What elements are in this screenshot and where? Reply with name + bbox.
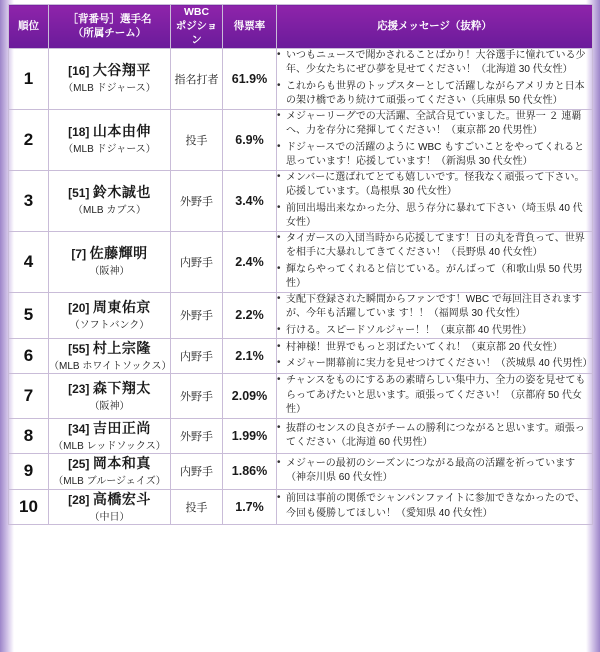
cell-rank: 1: [9, 48, 49, 109]
cell-rate: 2.2%: [223, 292, 277, 339]
player-heading: [49, 490, 170, 509]
cell-rate: 6.9%: [223, 109, 277, 170]
cell-position: 外野手: [171, 418, 223, 453]
message-item: • メジャー開幕前に実力を見せつけてください！（茨城県 40 代男性）: [277, 357, 592, 372]
table-row: [9, 48, 593, 109]
cell-position: 外野手: [171, 170, 223, 231]
player-name: 村上宗隆: [92, 340, 151, 357]
player-name: 周東佑京: [92, 299, 151, 316]
cell-messages: [277, 489, 593, 524]
header-position-line2: ポジション: [175, 20, 218, 47]
cell-player: [49, 454, 171, 489]
message-item: • 抜群のセンスの良さがチームの勝利につながると思います。頑張ってください（北海道 60 代男性）: [277, 422, 592, 451]
player-number: [20]: [68, 301, 90, 316]
message-item: • 輝ならやってくれると信じている。がんばって（和歌山県 50 代男性）: [277, 263, 592, 292]
cell-rate: 2.4%: [223, 231, 277, 292]
player-team: （MLB レッドソックス）: [53, 440, 166, 452]
message-item: • 支配下登録された瞬間からファンです！WBC で毎回注目されますが、今年も活躍していま す！！（福岡県 30 代女性）: [277, 293, 592, 322]
player-name: 大谷翔平: [92, 62, 151, 79]
player-heading: [49, 419, 170, 438]
cell-position: 外野手: [171, 292, 223, 339]
table-body: [9, 48, 593, 525]
cell-messages: [277, 109, 593, 170]
cell-player: [49, 231, 171, 292]
cell-rate: 2.1%: [223, 339, 277, 374]
player-heading: [49, 183, 170, 202]
cell-rank: 10: [9, 489, 49, 524]
player-name: 吉田正尚: [92, 419, 151, 436]
cell-messages: [277, 374, 593, 419]
cell-position: 内野手: [171, 339, 223, 374]
header-position-line1: WBC: [183, 6, 210, 18]
table-row: [9, 109, 593, 170]
cell-position: 投手: [171, 489, 223, 524]
cell-position: 指名打者: [171, 48, 223, 109]
player-name: 高橋宏斗: [92, 490, 151, 507]
cell-position: 内野手: [171, 231, 223, 292]
player-number: [28]: [68, 492, 90, 507]
message-item: • 行ける。スピードソルジャー！！（東京都 40 代男性）: [277, 324, 592, 339]
header-vote-rate: 得票率: [223, 5, 277, 49]
cell-player: [49, 489, 171, 524]
player-number: [55]: [68, 342, 90, 357]
message-item: • 前回は事前の関係でシャンパンファイトに参加できなかったので、今回も優勝してほしい！（愛知県 40 代女性）: [277, 492, 592, 521]
cell-messages: [277, 231, 593, 292]
cell-messages: [277, 454, 593, 489]
cell-messages: [277, 339, 593, 374]
player-name: 山本由伸: [92, 123, 151, 140]
cell-player: [49, 418, 171, 453]
player-team: （MLB カブス）: [73, 205, 146, 217]
player-number: [18]: [68, 125, 90, 140]
header-row: [9, 5, 593, 49]
message-item: • いつもニュースで聞かされることばかり！大谷選手に憧れている少年、少女たちにぜひ夢を見せてください！（北海道 30 代女性）: [277, 49, 592, 78]
table-row: [9, 454, 593, 489]
message-item: • メジャーリーグでの大活躍、全試合見ていました。世界一 ２ 連覇へ、力を存分に発揮してください！（東京都 20 代男性）: [277, 110, 592, 139]
ranking-table: [8, 4, 593, 525]
cell-rate: 61.9%: [223, 48, 277, 109]
cell-messages: [277, 48, 593, 109]
message-list: [277, 422, 592, 451]
player-heading: [49, 339, 170, 358]
cell-position: 投手: [171, 109, 223, 170]
player-name: 佐藤輝明: [89, 245, 148, 262]
cell-position: 内野手: [171, 454, 223, 489]
message-list: [277, 171, 592, 231]
message-list: [277, 110, 592, 170]
header-player-name: [49, 5, 171, 49]
cell-player: [49, 170, 171, 231]
cell-rank: 2: [9, 109, 49, 170]
player-team: （阪神）: [89, 266, 130, 278]
cell-rank: 4: [9, 231, 49, 292]
table-row: [9, 418, 593, 453]
header-rank: 順位: [9, 5, 49, 49]
cell-rank: 6: [9, 339, 49, 374]
table-row: [9, 339, 593, 374]
player-name: 鈴木誠也: [92, 184, 151, 201]
header-messages: 応援メッセージ（抜粋）: [277, 5, 593, 49]
cell-rate: 1.99%: [223, 418, 277, 453]
message-item: • メジャーの最初のシーズンにつながる最高の活躍を祈っています（神奈川県 60 代女性）: [277, 457, 592, 486]
table-row: [9, 374, 593, 419]
player-heading: [49, 298, 170, 317]
player-heading: [49, 244, 170, 263]
player-heading: [49, 379, 170, 398]
player-team: （阪神）: [89, 400, 130, 412]
cell-rate: 1.7%: [223, 489, 277, 524]
message-item: • メンバーに選ばれてとても嬉しいです。怪我なく頑張って下さい。応援しています。（島根県 30 代女性）: [277, 171, 592, 200]
player-heading: [49, 122, 170, 141]
cell-rate: 2.09%: [223, 374, 277, 419]
cell-player: [49, 48, 171, 109]
cell-player: [49, 292, 171, 339]
player-team: （中日）: [89, 511, 130, 523]
cell-player: [49, 109, 171, 170]
player-number: [16]: [68, 64, 90, 79]
player-name: 森下翔太: [92, 379, 151, 396]
message-list: [277, 49, 592, 109]
table-row: [9, 170, 593, 231]
header-player-name-line1: ［背番号］選手名: [67, 13, 152, 26]
player-team: （MLB ドジャース）: [63, 83, 156, 95]
cell-rank: 5: [9, 292, 49, 339]
message-item: • タイガースの入団当時から応援してます！日の丸を背負って、世界を相手に大暴れしてきてください！（長野県 40 代女性）: [277, 232, 592, 261]
player-number: [23]: [68, 381, 90, 396]
player-heading: [49, 61, 170, 80]
player-team: （MLB ホワイトソックス）: [49, 360, 172, 372]
table-row: [9, 292, 593, 339]
message-item: • ドジャースでの活躍のように WBC もすごいことをやってくれると思っています！応援しています！（新潟県 30 代女性）: [277, 141, 592, 170]
message-item: • チャンスをものにするあの素晴らしい集中力、全力の姿を見せてもらってあげたいと思います。頑張ってください！（京都府 50 代女性）: [277, 374, 592, 418]
player-number: [51]: [68, 186, 90, 201]
cell-rank: 9: [9, 454, 49, 489]
player-number: [7]: [71, 247, 87, 262]
header-player-name-line2: （所属チーム）: [72, 27, 147, 40]
player-name: 岡本和真: [92, 455, 151, 472]
message-list: [277, 293, 592, 339]
cell-messages: [277, 292, 593, 339]
cell-rank: 7: [9, 374, 49, 419]
message-list: [277, 457, 592, 486]
cell-rate: 3.4%: [223, 170, 277, 231]
cell-rate: 1.86%: [223, 454, 277, 489]
player-team: （MLB ブルージェイズ）: [53, 476, 166, 488]
message-list: [277, 374, 592, 418]
player-number: [34]: [68, 421, 90, 436]
table-header: [9, 5, 593, 49]
player-team: （ソフトバンク）: [69, 319, 150, 331]
player-team: （MLB ドジャース）: [63, 144, 156, 156]
table-row: [9, 489, 593, 524]
message-item: • 村神様！世界でもっと羽ばたいてくれ！（東京都 20 代女性）: [277, 341, 592, 356]
message-list: [277, 341, 592, 372]
table-row: [9, 231, 593, 292]
cell-player: [49, 374, 171, 419]
message-list: [277, 492, 592, 521]
message-item: • 前回出場出来なかった分、思う存分に暴れて下さい（埼玉県 40 代女性）: [277, 202, 592, 231]
cell-rank: 8: [9, 418, 49, 453]
player-heading: [49, 454, 170, 473]
header-position: [171, 5, 223, 49]
cell-player: [49, 339, 171, 374]
cell-rank: 3: [9, 170, 49, 231]
cell-messages: [277, 418, 593, 453]
cell-messages: [277, 170, 593, 231]
player-number: [25]: [68, 457, 90, 472]
cell-position: 外野手: [171, 374, 223, 419]
message-item: • これからも世界のトップスターとして活躍しながらアメリカと日本の架け橋であり続けて頑張ってください（兵庫県 50 代女性）: [277, 80, 592, 109]
message-list: [277, 232, 592, 292]
